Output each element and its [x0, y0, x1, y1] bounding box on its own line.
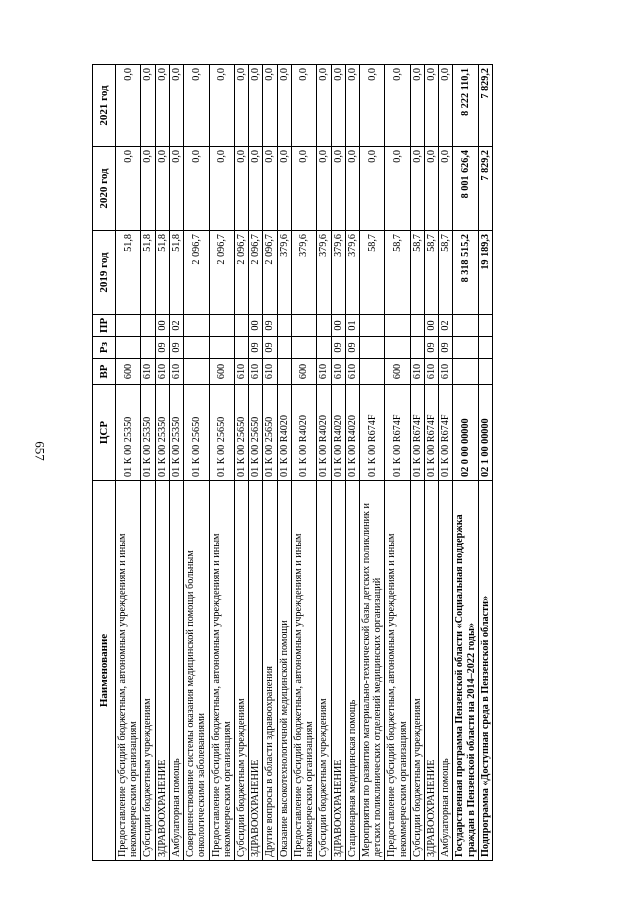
cell-2021: 0,0	[155, 65, 169, 147]
cell-rz	[277, 337, 291, 359]
cell-name: Субсидии бюджетным учреждениям	[141, 481, 155, 861]
cell-csr: 01 К 00 R4020	[291, 385, 316, 481]
header-2019: 2019 год	[93, 231, 116, 315]
cell-pr	[478, 315, 492, 337]
cell-name: ЗДРАВООХРАНЕНИЕ	[425, 481, 439, 861]
cell-rz: 09	[439, 337, 453, 359]
cell-2019: 2 096,7	[234, 231, 248, 315]
cell-2021: 0,0	[317, 65, 331, 147]
cell-pr	[291, 315, 316, 337]
cell-pr: 02	[169, 315, 183, 337]
cell-pr: 00	[249, 315, 263, 337]
cell-name: Амбулаторная помощь	[169, 481, 183, 861]
cell-name: Амбулаторная помощь	[439, 481, 453, 861]
cell-rz: 09	[169, 337, 183, 359]
cell-name: Стационарная медицинская помощь	[345, 481, 359, 861]
cell-csr: 01 К 00 25350	[116, 385, 141, 481]
cell-vr: 610	[410, 359, 424, 385]
cell-rz: 09	[263, 337, 277, 359]
cell-2019: 58,7	[410, 231, 424, 315]
cell-2021: 0,0	[331, 65, 345, 147]
cell-name: ЗДРАВООХРАНЕНИЕ	[249, 481, 263, 861]
cell-2020: 0,0	[331, 147, 345, 231]
cell-csr: 01 К 00 R674F	[439, 385, 453, 481]
cell-vr	[478, 359, 492, 385]
cell-pr	[277, 315, 291, 337]
cell-pr	[317, 315, 331, 337]
table-row	[155, 65, 169, 861]
cell-rz	[453, 337, 478, 359]
cell-2019: 51,8	[141, 231, 155, 315]
cell-2019: 51,8	[155, 231, 169, 315]
cell-name: Субсидии бюджетным учреждениям	[317, 481, 331, 861]
table-row	[169, 65, 183, 861]
cell-2019: 379,6	[317, 231, 331, 315]
cell-2020: 0,0	[439, 147, 453, 231]
cell-csr: 01 К 00 R4020	[277, 385, 291, 481]
cell-csr: 01 К 00 R4020	[317, 385, 331, 481]
cell-rz	[317, 337, 331, 359]
table-row	[439, 65, 453, 861]
cell-vr: 600	[209, 359, 234, 385]
cell-name: Предоставление субсидий бюджетным, автономным учреждениям и иным некоммерческим организациям	[291, 481, 316, 861]
cell-2021: 0,0	[209, 65, 234, 147]
cell-pr: 00	[155, 315, 169, 337]
cell-2020: 0,0	[385, 147, 410, 231]
cell-2019: 51,8	[169, 231, 183, 315]
cell-2021: 0,0	[277, 65, 291, 147]
cell-csr: 01 К 00 R674F	[410, 385, 424, 481]
cell-2020: 0,0	[291, 147, 316, 231]
cell-pr	[234, 315, 248, 337]
cell-csr: 01 К 00 25350	[155, 385, 169, 481]
cell-vr: 610	[263, 359, 277, 385]
cell-rz: 09	[345, 337, 359, 359]
cell-2020: 0,0	[345, 147, 359, 231]
header-rz: Рз	[93, 337, 116, 359]
cell-vr	[277, 359, 291, 385]
cell-name: Мероприятия по развитию материально-технической базы детских поликлиник и детских поликлинических отделений медицинских организаций	[359, 481, 384, 861]
cell-rz: 09	[331, 337, 345, 359]
cell-csr: 02 1 00 00000	[478, 385, 492, 481]
cell-vr: 610	[345, 359, 359, 385]
cell-2019: 379,6	[345, 231, 359, 315]
cell-2021: 0,0	[410, 65, 424, 147]
cell-rz: 09	[155, 337, 169, 359]
cell-name: Оказание высокотехнологичной медицинской помощи	[277, 481, 291, 861]
cell-2021: 0,0	[291, 65, 316, 147]
cell-vr: 610	[155, 359, 169, 385]
cell-name: Предоставление субсидий бюджетным, автономным учреждениям и иным некоммерческим организациям	[209, 481, 234, 861]
cell-name: Предоставление субсидий бюджетным, автономным учреждениям и иным некоммерческим организациям	[116, 481, 141, 861]
cell-name: Субсидии бюджетным учреждениям	[234, 481, 248, 861]
cell-rz	[385, 337, 410, 359]
cell-csr: 02 0 00 00000	[453, 385, 478, 481]
cell-rz	[209, 337, 234, 359]
cell-vr: 610	[169, 359, 183, 385]
cell-2020: 0,0	[234, 147, 248, 231]
cell-csr: 01 К 00 25650	[209, 385, 234, 481]
cell-vr	[453, 359, 478, 385]
table-row	[291, 65, 316, 861]
cell-rz: 09	[249, 337, 263, 359]
cell-2020: 0,0	[277, 147, 291, 231]
cell-csr: 01 К 00 25650	[263, 385, 277, 481]
cell-pr	[116, 315, 141, 337]
table-body	[116, 65, 493, 861]
cell-2021: 0,0	[184, 65, 209, 147]
cell-pr	[209, 315, 234, 337]
table-row	[478, 65, 492, 861]
budget-table	[92, 64, 493, 861]
cell-name: Подпрограмма «Доступная среда в Пензенской области»	[478, 481, 492, 861]
table-row	[116, 65, 141, 861]
cell-pr	[359, 315, 384, 337]
cell-csr: 01 К 00 R4020	[345, 385, 359, 481]
cell-2020: 0,0	[359, 147, 384, 231]
cell-vr: 610	[249, 359, 263, 385]
cell-csr: 01 К 00 25650	[234, 385, 248, 481]
cell-vr: 610	[317, 359, 331, 385]
cell-pr: 01	[345, 315, 359, 337]
cell-2021: 0,0	[385, 65, 410, 147]
cell-rz	[410, 337, 424, 359]
cell-2020: 0,0	[263, 147, 277, 231]
cell-2019: 19 189,3	[478, 231, 492, 315]
cell-2020: 0,0	[410, 147, 424, 231]
cell-pr	[184, 315, 209, 337]
cell-rz	[359, 337, 384, 359]
cell-rz	[234, 337, 248, 359]
cell-rz	[141, 337, 155, 359]
cell-pr	[385, 315, 410, 337]
cell-pr: 00	[425, 315, 439, 337]
header-name: Наименование	[93, 481, 116, 861]
table-row	[385, 65, 410, 861]
cell-2021: 0,0	[345, 65, 359, 147]
cell-2020: 0,0	[425, 147, 439, 231]
cell-2019: 51,8	[116, 231, 141, 315]
cell-csr: 01 К 00 R674F	[425, 385, 439, 481]
table-row	[249, 65, 263, 861]
cell-2020: 0,0	[116, 147, 141, 231]
cell-name: Другие вопросы в области здравоохранения	[263, 481, 277, 861]
cell-2021: 0,0	[425, 65, 439, 147]
cell-2021: 0,0	[263, 65, 277, 147]
table-row	[345, 65, 359, 861]
cell-pr	[410, 315, 424, 337]
cell-pr: 02	[439, 315, 453, 337]
cell-vr	[184, 359, 209, 385]
cell-name: Государственная программа Пензенской области «Социальная поддержка граждан в Пензенской области на 2014–2022 годы»	[453, 481, 478, 861]
cell-vr	[359, 359, 384, 385]
cell-2019: 2 096,7	[249, 231, 263, 315]
cell-2020: 0,0	[155, 147, 169, 231]
cell-pr: 00	[331, 315, 345, 337]
cell-csr: 01 К 00 R674F	[385, 385, 410, 481]
cell-2021: 0,0	[439, 65, 453, 147]
cell-2021: 7 829,2	[478, 65, 492, 147]
cell-2020: 0,0	[209, 147, 234, 231]
cell-2021: 0,0	[234, 65, 248, 147]
cell-vr: 600	[291, 359, 316, 385]
cell-rz	[291, 337, 316, 359]
cell-2020: 0,0	[249, 147, 263, 231]
cell-2019: 2 096,7	[263, 231, 277, 315]
cell-2020: 0,0	[141, 147, 155, 231]
table-row	[184, 65, 209, 861]
cell-2019: 58,7	[385, 231, 410, 315]
cell-vr: 600	[385, 359, 410, 385]
cell-csr: 01 К 00 25350	[169, 385, 183, 481]
table-row	[263, 65, 277, 861]
header-2021: 2021 год	[93, 65, 116, 147]
table-row	[425, 65, 439, 861]
cell-csr: 01 К 00 R674F	[359, 385, 384, 481]
table-row	[317, 65, 331, 861]
cell-vr: 610	[331, 359, 345, 385]
cell-pr: 09	[263, 315, 277, 337]
table-row	[359, 65, 384, 861]
cell-2019: 2 096,7	[184, 231, 209, 315]
cell-vr: 610	[141, 359, 155, 385]
table-row	[234, 65, 248, 861]
cell-csr: 01 К 00 25650	[184, 385, 209, 481]
cell-2019: 379,6	[331, 231, 345, 315]
cell-2019: 379,6	[291, 231, 316, 315]
cell-2020: 8 001 626,4	[453, 147, 478, 231]
table-row	[209, 65, 234, 861]
header-csr: ЦСР	[93, 385, 116, 481]
cell-2021: 0,0	[169, 65, 183, 147]
cell-2019: 58,7	[359, 231, 384, 315]
cell-2019: 58,7	[425, 231, 439, 315]
cell-name: Совершенствование системы оказания медицинской помощи больным онкологическими заболеваниями	[184, 481, 209, 861]
header-vr: ВР	[93, 359, 116, 385]
cell-2021: 0,0	[141, 65, 155, 147]
cell-vr: 600	[116, 359, 141, 385]
cell-name: ЗДРАВООХРАНЕНИЕ	[155, 481, 169, 861]
cell-name: ЗДРАВООХРАНЕНИЕ	[331, 481, 345, 861]
cell-2021: 0,0	[249, 65, 263, 147]
cell-2020: 7 829,2	[478, 147, 492, 231]
cell-2020: 0,0	[317, 147, 331, 231]
cell-2019: 8 318 515,2	[453, 231, 478, 315]
rotated-page-content	[92, 65, 556, 861]
cell-rz	[116, 337, 141, 359]
table-row	[410, 65, 424, 861]
cell-2021: 0,0	[359, 65, 384, 147]
cell-csr: 01 К 00 25350	[141, 385, 155, 481]
table-header-row	[93, 65, 116, 861]
cell-2019: 58,7	[439, 231, 453, 315]
cell-2020: 0,0	[169, 147, 183, 231]
table-row	[453, 65, 478, 861]
table-row	[277, 65, 291, 861]
table-row	[141, 65, 155, 861]
cell-2020: 0,0	[184, 147, 209, 231]
cell-pr	[453, 315, 478, 337]
cell-csr: 01 К 00 25650	[249, 385, 263, 481]
cell-2021: 8 222 110,1	[453, 65, 478, 147]
cell-pr	[141, 315, 155, 337]
cell-csr: 01 К 00 R4020	[331, 385, 345, 481]
cell-2019: 379,6	[277, 231, 291, 315]
cell-rz: 09	[425, 337, 439, 359]
cell-2019: 2 096,7	[209, 231, 234, 315]
cell-name: Предоставление субсидий бюджетным, автономным учреждениям и иным некоммерческим организациям	[385, 481, 410, 861]
page-number: 657	[32, 441, 48, 461]
cell-name: Субсидии бюджетным учреждениям	[410, 481, 424, 861]
cell-rz	[478, 337, 492, 359]
table-row	[331, 65, 345, 861]
cell-vr: 610	[425, 359, 439, 385]
cell-vr: 610	[234, 359, 248, 385]
header-2020: 2020 год	[93, 147, 116, 231]
header-pr: ПР	[93, 315, 116, 337]
cell-rz	[184, 337, 209, 359]
cell-vr: 610	[439, 359, 453, 385]
cell-2021: 0,0	[116, 65, 141, 147]
